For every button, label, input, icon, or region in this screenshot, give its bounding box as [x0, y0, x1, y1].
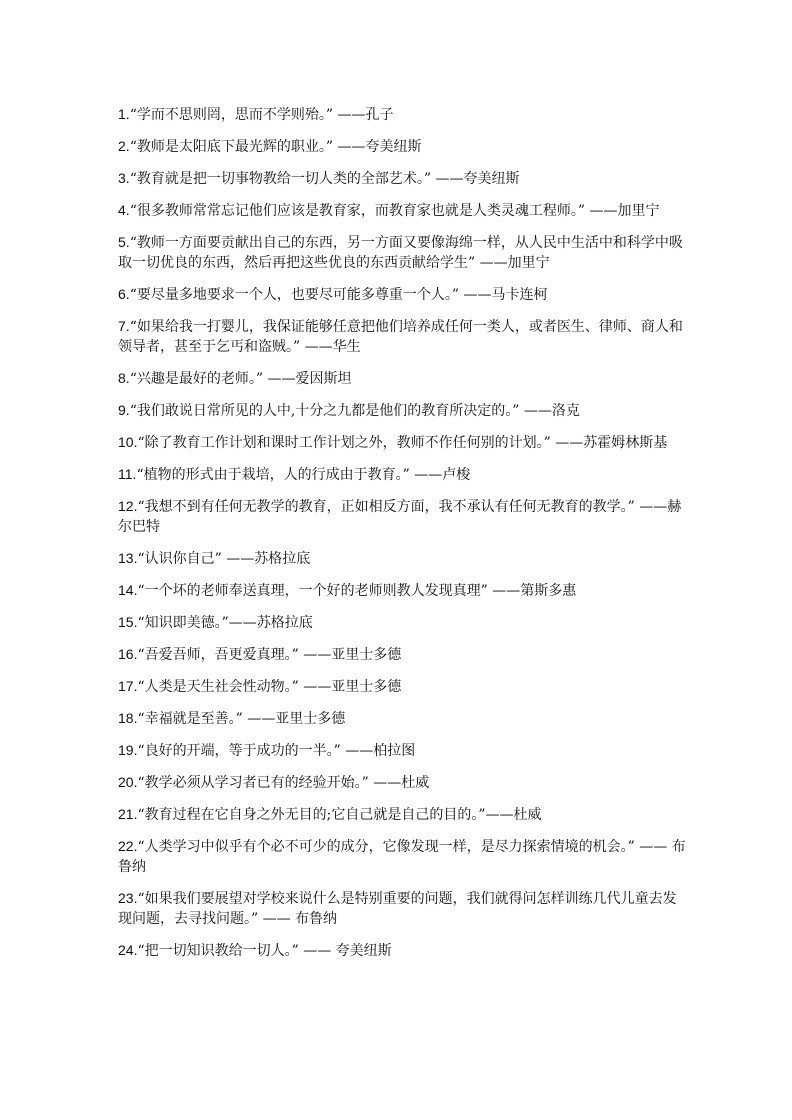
quote-item [118, 368, 686, 389]
quote-item [118, 104, 686, 125]
quote-number: 5. [118, 234, 130, 250]
quote-item [118, 232, 686, 273]
quote-text: “学而不思则罔，思而不学则殆。” ——孔子 [129, 107, 394, 123]
quote-text: “人类是天生社会性动物。” ——亚里士多德 [137, 679, 402, 695]
quote-text: “认识你自己” ——苏格拉底 [137, 551, 311, 567]
quote-text: “幸福就是至善。” ——亚里士多德 [137, 711, 346, 727]
quote-item [118, 168, 686, 189]
quote-item [118, 496, 686, 537]
quote-text: “教师一方面要贡献出自己的东西，另一方面又要像海绵一样，从人民中生活中和科学中吸取一切优良的东西，然后再把这些优良的东西贡献给学生” ——加里宁 [118, 235, 683, 271]
quote-text: “我想不到有任何无教学的教育，正如相反方面，我不承认有任何无教育的教学。” ——赫尔巴特 [118, 499, 682, 535]
quote-number: 3. [118, 170, 130, 186]
quote-text: “植物的形式由于栽培，人的行成由于教育。” ——卢梭 [136, 467, 471, 483]
quote-item [118, 772, 686, 793]
quote-text: “知识即美德。”——苏格拉底 [137, 615, 313, 631]
quote-number: 2. [118, 138, 130, 154]
quote-number: 6. [118, 286, 130, 302]
quote-item [118, 644, 686, 665]
quote-item [118, 612, 686, 633]
quote-item [118, 740, 686, 761]
quote-item [118, 548, 686, 569]
quote-item [118, 136, 686, 157]
quote-text: “把一切知识教给一切人。” —— 夸美纽斯 [137, 943, 392, 959]
quote-text: “兴趣是最好的老师。” ——爱因斯坦 [129, 371, 352, 387]
quote-text: “良好的开端，等于成功的一半。” ——柏拉图 [137, 743, 416, 759]
quote-number: 15. [118, 614, 138, 630]
quote-item [118, 708, 686, 729]
quote-item [118, 464, 686, 485]
quote-number: 17. [118, 678, 138, 694]
quote-number: 24. [118, 942, 138, 958]
quote-item [118, 940, 686, 961]
quote-text: “我们敢说日常所见的人中,十分之九都是他们的教育所决定的。” ——洛克 [129, 403, 580, 419]
quote-item [118, 200, 686, 221]
quote-text: “一个坏的老师奉送真理，一个好的老师则教人发现真理” ——第斯多惠 [137, 583, 577, 599]
quote-text: “吾爱吾师，吾更爱真理。” ——亚里士多德 [137, 647, 402, 663]
quote-text: “教育就是把一切事物教给一切人类的全部艺术。” ——夸美纽斯 [129, 171, 520, 187]
quote-item [118, 400, 686, 421]
quote-text: “如果给我一打婴儿，我保证能够任意把他们培养成任何一类人，或者医生、律师、商人和领导者，甚至于乞丐和盗贼。” ——华生 [118, 319, 683, 355]
quote-item [118, 316, 686, 357]
quote-text: “要尽量多地要求一个人，也要尽可能多尊重一个人。” ——马卡连柯 [129, 287, 548, 303]
quote-number: 11. [118, 466, 137, 482]
quote-number: 23. [118, 890, 138, 906]
quote-item [118, 580, 686, 601]
quote-item [118, 804, 686, 825]
quote-item [118, 836, 686, 877]
quote-item [118, 284, 686, 305]
quote-number: 18. [118, 710, 138, 726]
quote-number: 4. [118, 202, 130, 218]
quote-text: “人类学习中似乎有个必不可少的成分，它像发现一样，是尽力探索情境的机会。” —— 布鲁纳 [118, 839, 686, 875]
quote-number: 20. [118, 774, 138, 790]
quote-item [118, 888, 686, 929]
quote-item [118, 432, 686, 453]
quote-number: 9. [118, 402, 130, 418]
quote-text: “如果我们要展望对学校来说什么是特别重要的问题，我们就得问怎样训练几代儿童去发现问题，去寻找问题。” —— 布鲁纳 [118, 891, 677, 927]
quote-number: 16. [118, 646, 138, 662]
quote-number: 19. [118, 742, 138, 758]
quote-number: 8. [118, 370, 130, 386]
quote-text: “除了教育工作计划和课时工作计划之外，教师不作任何别的计划。” ——苏霍姆林斯基 [137, 435, 668, 451]
quote-number: 21. [118, 806, 138, 822]
quote-text: “教师是太阳底下最光辉的职业。” ——夸美纽斯 [129, 139, 422, 155]
quote-number: 10. [118, 434, 138, 450]
quote-number: 22. [118, 838, 138, 854]
quote-number: 12. [118, 498, 138, 514]
quote-text: “教育过程在它自身之外无目的;它自己就是自己的目的。”——杜威 [137, 807, 542, 823]
quote-item [118, 676, 686, 697]
quote-text: “教学必须从学习者已有的经验开始。” ——杜威 [137, 775, 430, 791]
quote-number: 7. [118, 318, 130, 334]
quote-number: 13. [118, 550, 138, 566]
document-page [118, 104, 686, 972]
quote-number: 1. [118, 106, 130, 122]
quote-number: 14. [118, 582, 138, 598]
quote-text: “很多教师常常忘记他们应该是教育家，而教育家也就是人类灵魂工程师。” ——加里宁 [129, 203, 660, 219]
